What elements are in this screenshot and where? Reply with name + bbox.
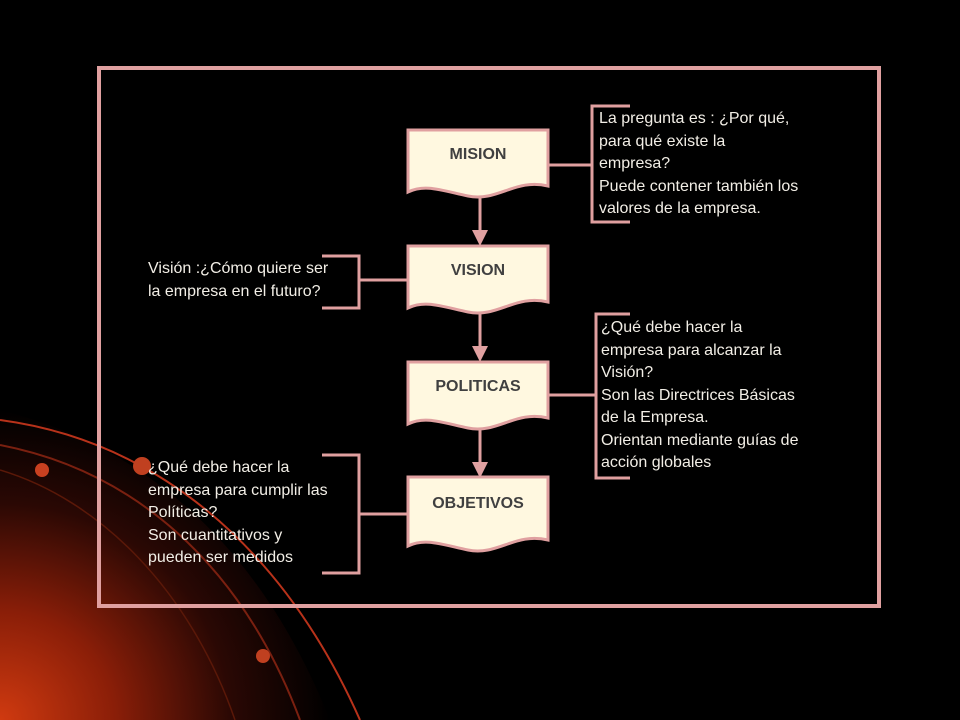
note-vision: Visión :¿Cómo quiere ser la empresa en el futuro? [148, 260, 329, 300]
note-objetivos: ¿Qué debe hacer la empresa para cumplir las Políticas? Son cuantitativos y pueden ser medidos [148, 459, 328, 566]
arrowhead [472, 230, 488, 246]
note-politicas: ¿Qué debe hacer la empresa para alcanzar la Visión? Son las Directrices Básicas de la Empresa. Orientan mediante guías de acción globales [601, 319, 799, 471]
node-objetivos-label: OBJETIVOS [432, 495, 524, 512]
node-politicas-label: POLITICAS [435, 378, 521, 395]
note-mision: La pregunta es : ¿Por qué, para qué existe la empresa? Puede contener también los valores de la empresa. [599, 110, 799, 217]
arrowhead [472, 346, 488, 362]
node-objetivos-box [408, 477, 548, 551]
node-mision-label: MISION [449, 146, 507, 163]
node-vision-label: VISION [450, 262, 506, 279]
